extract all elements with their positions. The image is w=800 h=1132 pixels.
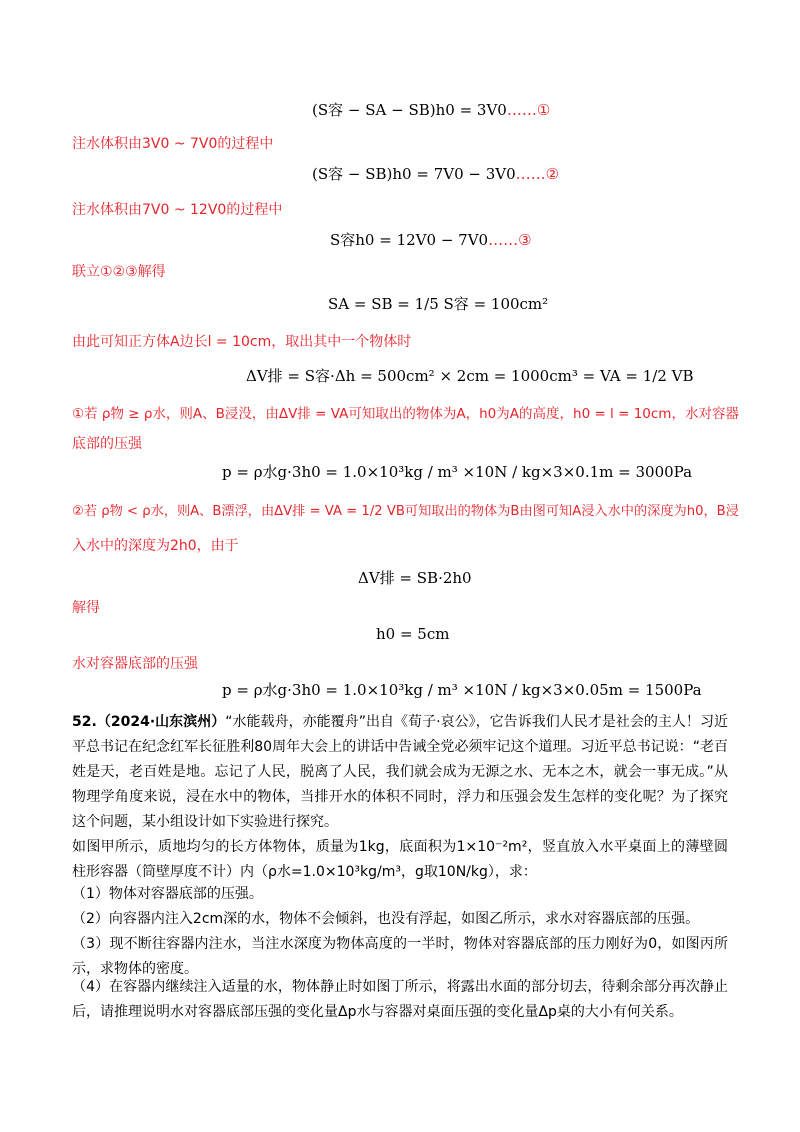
case-1-line-1: ①若 ρ物 ≥ ρ水，则A、B浸没，由ΔV排 = VA可知取出的物体为A，h0为A的高度，h0 = l = 10cm，水对容器 bbox=[72, 406, 739, 422]
text-water-pressure: 水对容器底部的压强 bbox=[72, 656, 198, 672]
equation-4: SA = SB = 1/5 S容 = 100cm² bbox=[328, 295, 549, 313]
equation-2-marker: ……② bbox=[515, 165, 560, 183]
equation-1 bbox=[312, 100, 550, 120]
question-4: （4）在容器内继续注入适量的水，物体静止时如图丁所示，将露出水面的部分切去，待剩余部分再次静止后，请推理说明水对容器底部压强的变化量Δp水与容器对桌面压强的变化量Δp桌的大小有何关系。 bbox=[72, 979, 728, 1020]
problem-intro bbox=[72, 710, 728, 835]
equation-3-body: S容h0 = 12V0 − 7V0 bbox=[330, 231, 489, 249]
text-combine: 联立①②③解得 bbox=[72, 264, 166, 280]
case-2-line-1: ②若 ρ物 < ρ水，则A、B漂浮，由ΔV排 = VA = 1/2 VB可知取出的物体为B由图可知A浸入水中的深度为h0，B浸 bbox=[72, 504, 739, 519]
question-1: （1）物体对容器底部的压强。 bbox=[72, 886, 263, 902]
equation-7: ΔV排 = SB·2h0 bbox=[358, 569, 472, 587]
equation-1-body: (S容 − SA − SB)h0 = 3V0 bbox=[312, 101, 507, 119]
question-3: （3）现不断往容器内注水，当注水深度为物体高度的一半时，物体对容器底部的压力刚好为0，如图丙所示，求物体的密度。 bbox=[72, 936, 728, 977]
equation-9: p = ρ水g·3h0 = 1.0×10³kg / m³ ×10N / kg×3×0.05m = 1500Pa bbox=[222, 681, 702, 699]
equation-1-marker: ……① bbox=[506, 101, 551, 119]
equation-3 bbox=[330, 230, 532, 250]
equation-3-marker: ……③ bbox=[488, 231, 532, 249]
text-side-length: 由此可知正方体A边长l = 10cm，取出其中一个物体时 bbox=[72, 334, 412, 350]
text-stage-3: 注水体积由7V0 ~ 12V0的过程中 bbox=[72, 202, 283, 218]
equation-6: p = ρ水g·3h0 = 1.0×10³kg / m³ ×10N / kg×3×0.1m = 3000Pa bbox=[222, 463, 693, 481]
problem-intro-text: “水能载舟，亦能覆舟”出自《荀子·哀公》，它告诉我们人民才是社会的主人！习近平总书记在纪念红军长征胜利80周年大会上的讲话中告诫全党必须牢记这个道理。习近平总书记说：“老百姓是天，老百姓是地。忘记了人民，脱离了人民，我们就会成为无源之水、无本之木，就会一事无成。”从物理学角度来说，浸在水中的物体，当排开水的体积不同时，浮力和压强会发生怎样的变化呢？为了探究这个问题，某小组设计如下实验进行探究。 bbox=[72, 714, 728, 830]
equation-2 bbox=[312, 164, 559, 184]
problem-setup: 如图甲所示，质地均匀的长方体物体，质量为1kg，底面积为1×10⁻²m²，竖直放入水平桌面上的薄壁圆柱形容器（筒壁厚度不计）内（ρ水=1.0×10³kg/m³，g取10N/kg），求： bbox=[72, 839, 728, 880]
case-1-line-2: 底部的压强 bbox=[72, 436, 142, 452]
question-2: （2）向容器内注入2cm深的水，物体不会倾斜，也没有浮起，如图乙所示，求水对容器底部的压强。 bbox=[72, 911, 700, 927]
equation-2-body: (S容 − SB)h0 = 7V0 − 3V0 bbox=[312, 165, 516, 183]
case-2-line-2: 入水中的深度为2h0，由于 bbox=[72, 538, 239, 554]
equation-5: ΔV排 = S容·Δh = 500cm² × 2cm = 1000cm³ = VA = 1/2 VB bbox=[246, 367, 694, 385]
text-stage-2: 注水体积由3V0 ~ 7V0的过程中 bbox=[72, 136, 274, 152]
problem-source: （2024·山东滨州） bbox=[96, 714, 226, 730]
equation-8: h0 = 5cm bbox=[376, 625, 450, 643]
text-solve: 解得 bbox=[72, 600, 100, 616]
problem-number: 52. bbox=[72, 714, 97, 730]
